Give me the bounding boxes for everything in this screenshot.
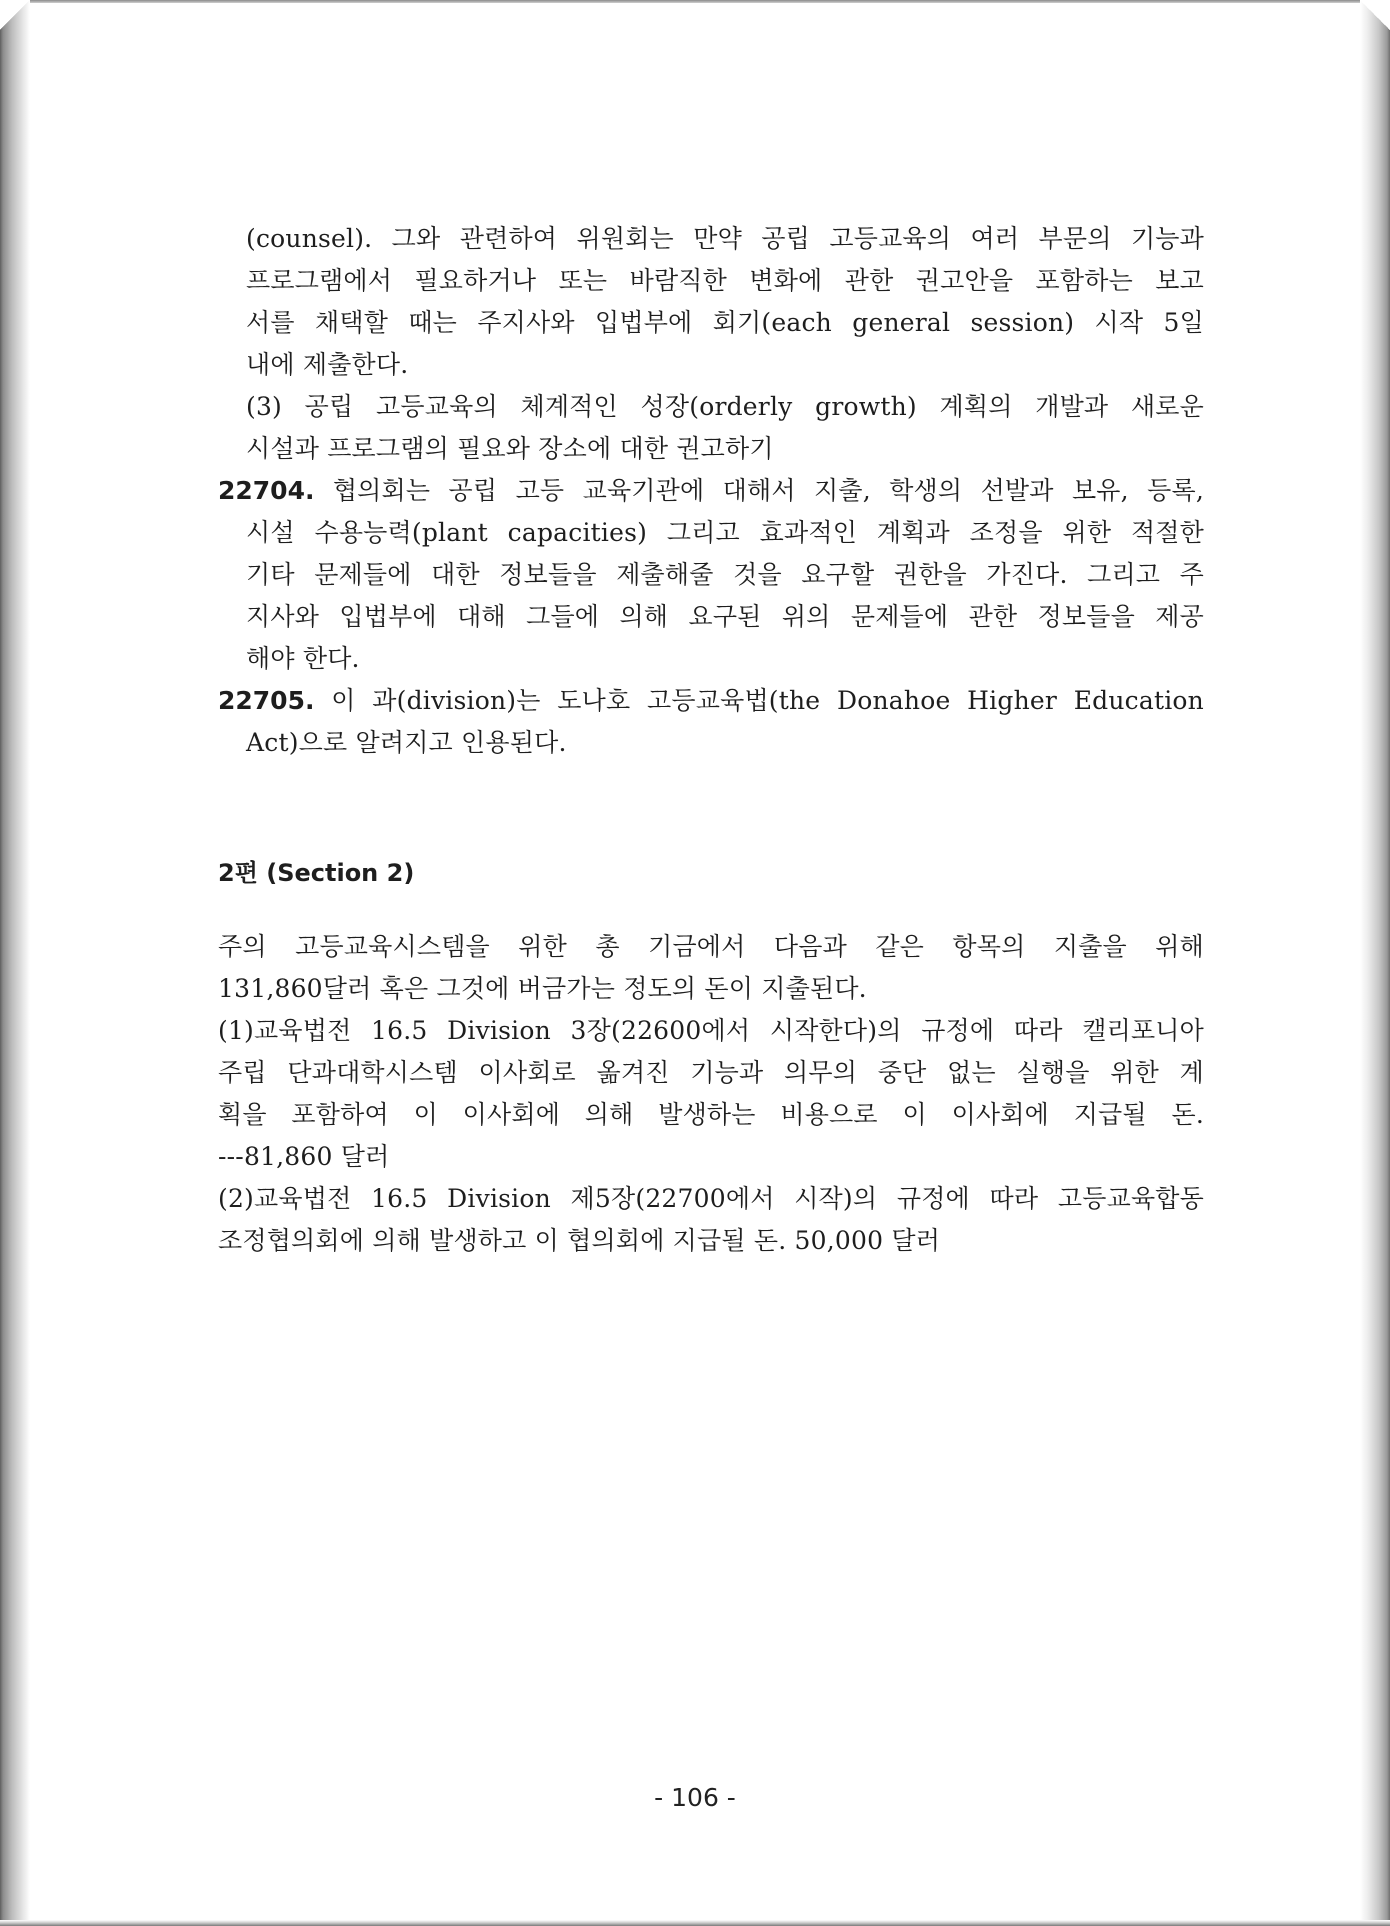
page-edge-top (0, 0, 1390, 3)
article-first-line (218, 680, 1204, 722)
section-2-heading: 2편 (Section 2) (218, 859, 415, 887)
article-22704 (218, 470, 1204, 680)
article-first-line (218, 470, 1204, 512)
text-line: 주의 고등교육시스템을 위한 총 기금에서 다음과 같은 항목의 지출을 위해 (218, 932, 1204, 961)
page-content (218, 218, 1204, 1262)
text-line: 기타 문제들에 대한 정보들을 제출해줄 것을 요구할 권한을 가진다. 그리고 주 (246, 560, 1204, 589)
article-number: 22704. (218, 476, 315, 505)
text-line: (2)교육법전 16.5 Division 제5장(22700에서 시작)의 규정에 따라 고등교육합동 (218, 1184, 1204, 1213)
page-edge-right (1360, 0, 1390, 1926)
text-line: Act)으로 알려지고 인용된다. (246, 728, 567, 757)
text-line: ---81,860 달러 (218, 1142, 390, 1171)
text-line: (1)교육법전 16.5 Division 3장(22600에서 시작한다)의 규정에 따라 캘리포니아 (218, 1016, 1204, 1045)
text-line: 프로그램에서 필요하거나 또는 바람직한 변화에 관한 권고안을 포함하는 보고 (246, 266, 1204, 295)
text-line: (3) 공립 고등교육의 체계적인 성장(orderly growth) 계획의 개발과 새로운 (246, 392, 1204, 421)
text-line: 해야 한다. (246, 644, 360, 673)
text-line: 시설 수용능력(plant capacities) 그리고 효과적인 계획과 조정을 위한 적절한 (246, 518, 1204, 547)
text-line: 지사와 입법부에 대해 그들에 의해 요구된 위의 문제들에 관한 정보들을 제공 (246, 602, 1204, 631)
text-line: 조정협의회에 의해 발생하고 이 협의회에 지급될 돈. 50,000 달러 (218, 1226, 941, 1255)
page-number: - 106 - (654, 1783, 736, 1812)
page-edge-bottom (0, 1920, 1390, 1926)
section-2-body (218, 926, 1204, 1262)
text-line: 서를 채택할 때는 주지사와 입법부에 회기(each general session) 시작 5일 (246, 308, 1204, 337)
text-line: (counsel). 그와 관련하여 위원회는 만약 공립 고등교육의 여러 부문의 기능과 (246, 224, 1204, 253)
text-line: 내에 제출한다. (246, 350, 409, 379)
article-number: 22705. (218, 686, 315, 715)
text-line: 주립 단과대학시스템 이사회로 옮겨진 기능과 의무의 중단 없는 실행을 위한 계 (218, 1058, 1204, 1087)
item-3 (218, 386, 1204, 470)
text-line: 131,860달러 혹은 그것에 버금가는 정도의 돈이 지출된다. (218, 974, 867, 1003)
page-edge-left (0, 0, 30, 1926)
article-text: 협의회는 공립 고등 교육기관에 대해서 지출, 학생의 선발과 보유, 등록, (332, 476, 1204, 505)
article-22705 (218, 680, 1204, 764)
text-line: 시설과 프로그램의 필요와 장소에 대한 권고하기 (246, 434, 774, 463)
text-line: 획을 포함하여 이 이사회에 의해 발생하는 비용으로 이 이사회에 지급될 돈. (218, 1100, 1204, 1129)
article-text: 이 과(division)는 도나호 고등교육법(the Donahoe Higher Education (331, 686, 1204, 715)
paragraph-counsel (218, 218, 1204, 386)
